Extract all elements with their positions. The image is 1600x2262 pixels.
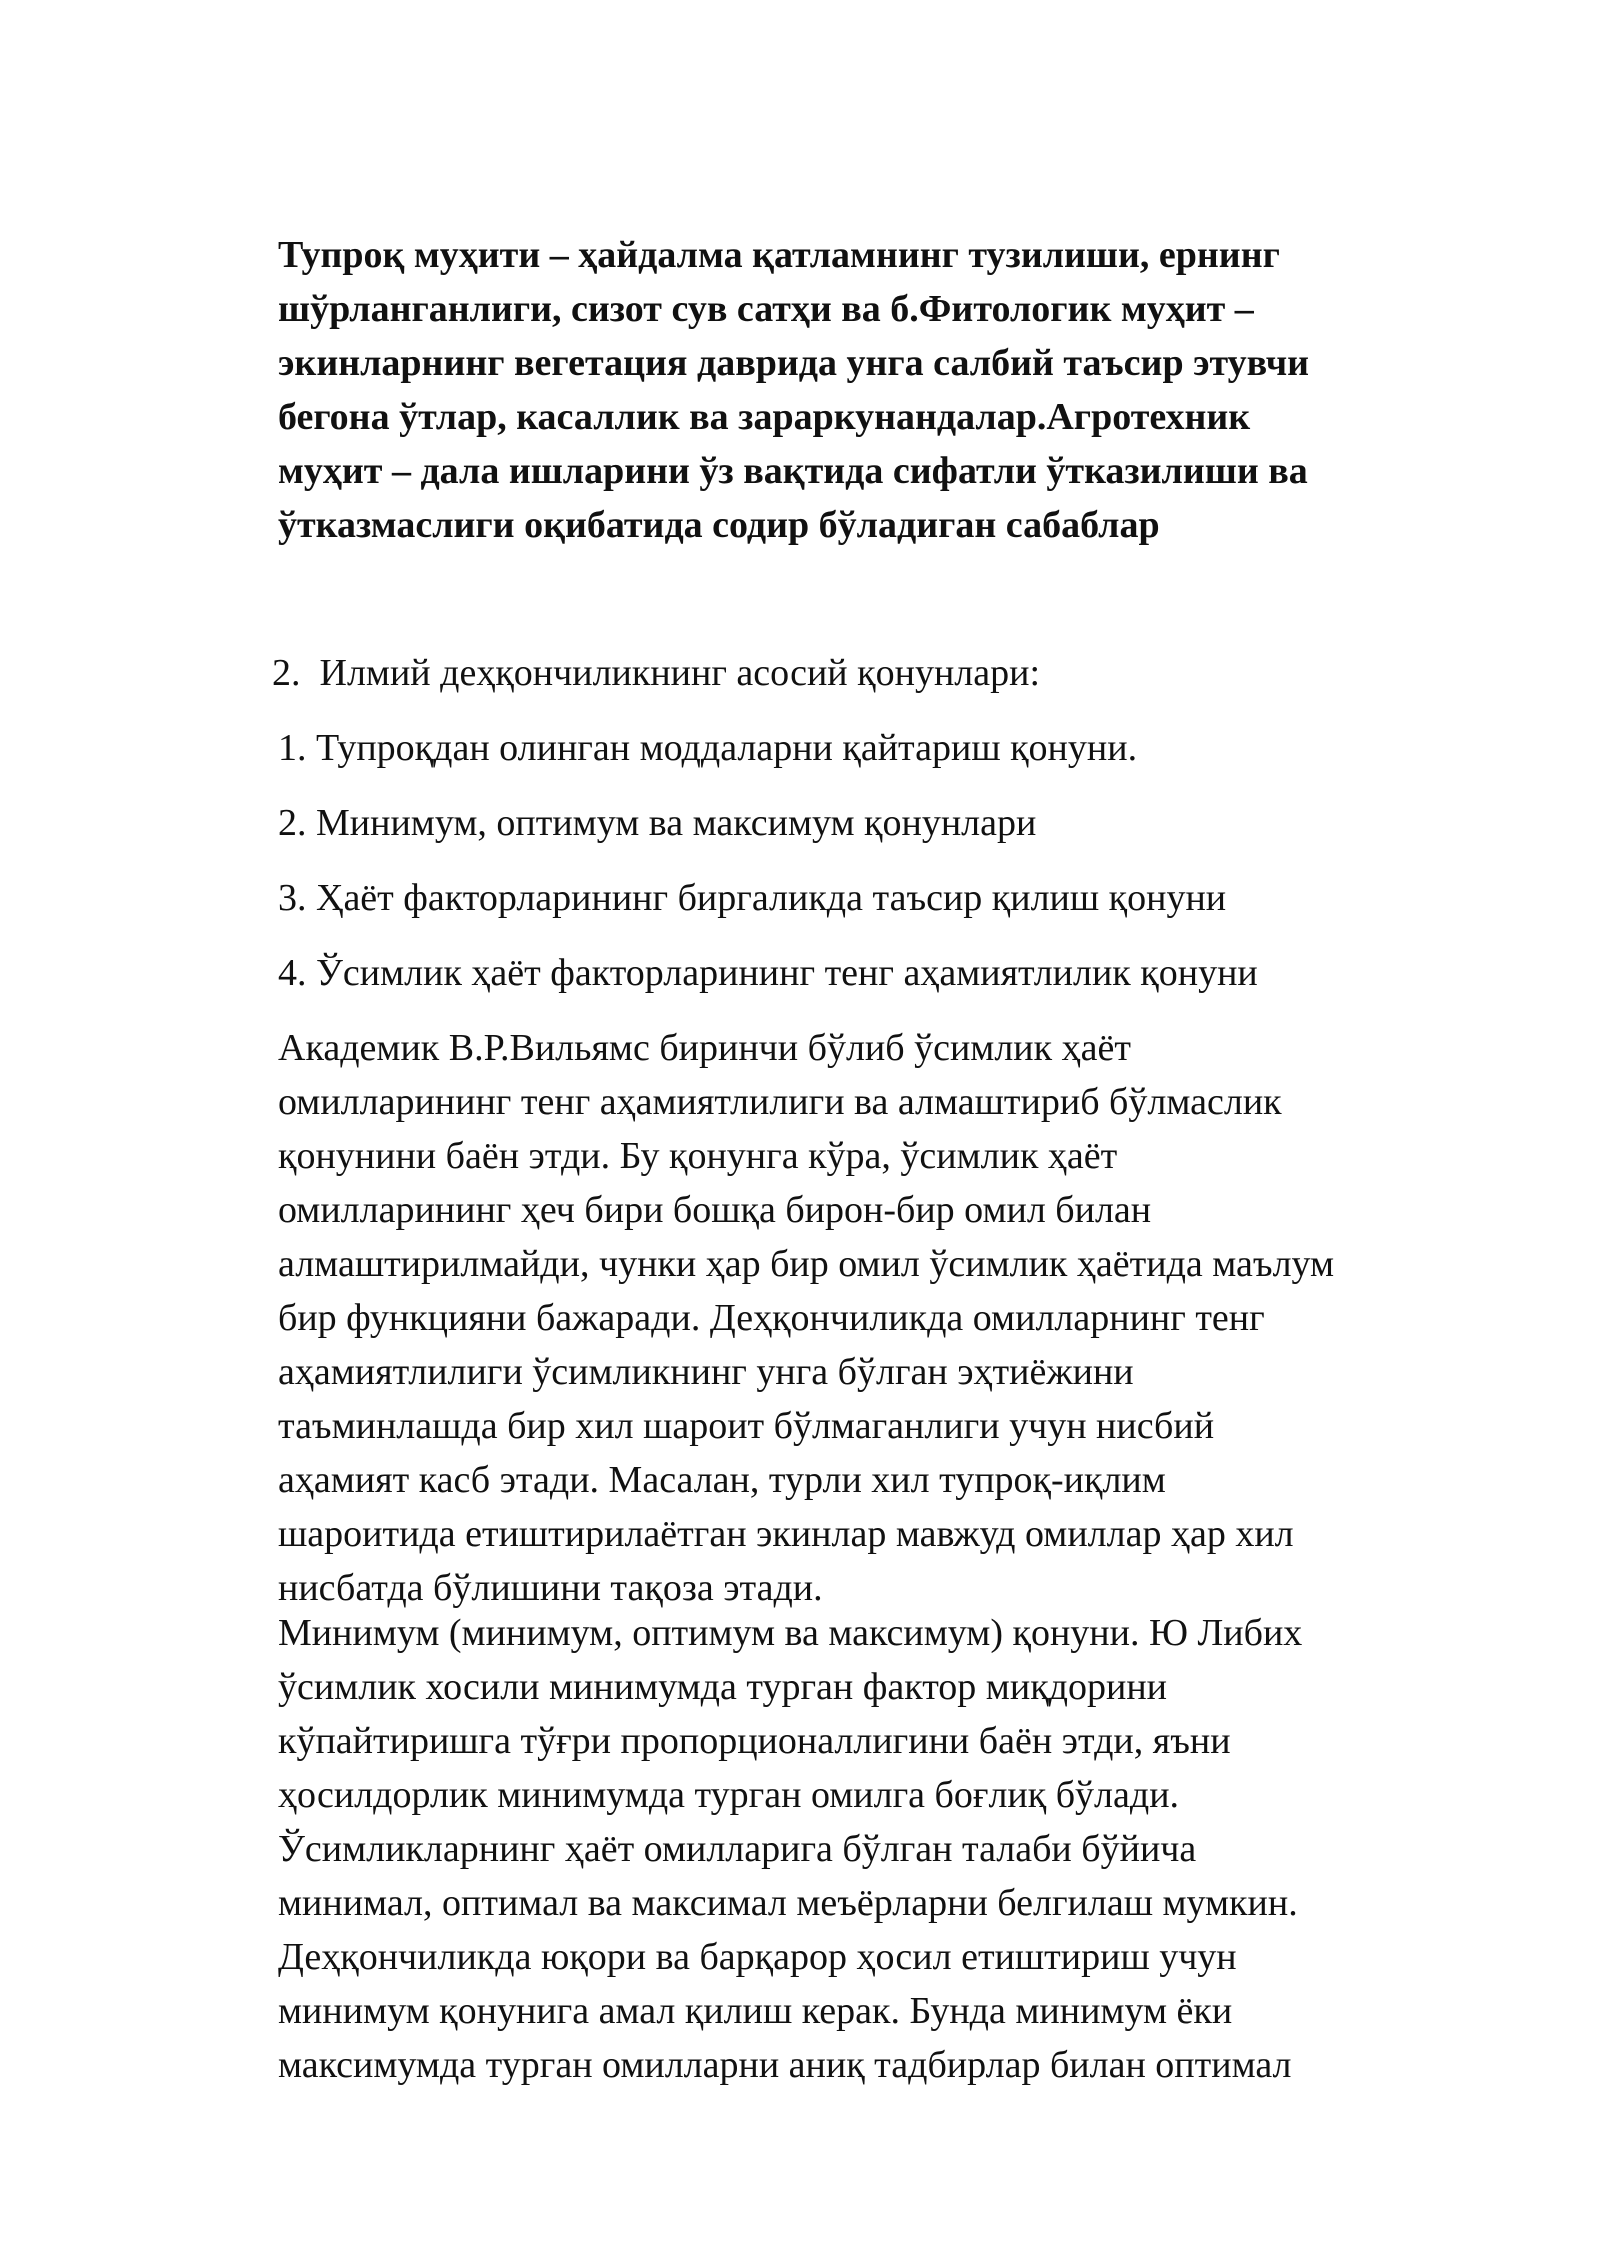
document-page: [272, 228, 1508, 2086]
bold-paragraph-line: муҳит – дала ишларини ўз вақтида сифатли ўтказилиши ва: [278, 450, 1308, 492]
paragraph-line: Минимум (минимум, оптимум ва максимум) қонуни. Ю Либих: [278, 1612, 1303, 1654]
numbered-heading-text: 2. Илмий деҳқончиликнинг асосий қонунлари:: [272, 652, 1040, 694]
numbered-heading: [272, 646, 1040, 700]
paragraph-line: бир функцияни бажаради. Деҳқончиликда омилларнинг тенг: [278, 1297, 1265, 1339]
paragraph-line: омилларининг ҳеч бири бошқа бирон-бир омил билан: [278, 1189, 1152, 1231]
paragraph-line: ўсимлик хосили минимумда турган фактор миқдорини: [278, 1666, 1167, 1708]
list-item: 3. Ҳаёт факторларининг биргаликда таъсир қилиш қонуни: [278, 877, 1227, 919]
list-item: 2. Минимум, оптимум ва максимум қонунлари: [278, 802, 1037, 844]
paragraph-minimum-law: [278, 1606, 1302, 2092]
paragraph-line: Ўсимликларнинг ҳаёт омилларига бўлган талаби бўйича: [278, 1828, 1197, 1870]
list-item: 4. Ўсимлик ҳаёт факторларининг тенг аҳамиятлилик қонуни: [278, 952, 1258, 994]
paragraph-line: аҳамият касб этади. Масалан, турли хил тупроқ-иқлим: [278, 1459, 1166, 1501]
paragraph-line: кўпайтиришга тўғри пропорционаллигини баён этди, яъни: [278, 1720, 1231, 1762]
paragraph-line: минимал, оптимал ва максимал меъёрларни белгилаш мумкин.: [278, 1882, 1298, 1924]
paragraph-line: аҳамиятлилиги ўсимликнинг унга бўлган эҳтиёжини: [278, 1351, 1134, 1393]
paragraph-line: минимум қонунига амал қилиш керак. Бунда минимум ёки: [278, 1990, 1233, 2032]
paragraph-line: омилларининг тенг аҳамиятлилиги ва алмаштириб бўлмаслик: [278, 1081, 1282, 1123]
paragraph-line: алмаштирилмайди, чунки ҳар бир омил ўсимлик ҳаётида маълум: [278, 1243, 1335, 1285]
paragraph-line: нисбатда бўлишини тақоза этади.: [278, 1567, 823, 1609]
paragraph-line: қонунини баён этди. Бу қонунга кўра, ўсимлик ҳаёт: [278, 1135, 1118, 1177]
laws-list: [278, 721, 1258, 1021]
bold-paragraph-line: ўтказмаслиги оқибатида содир бўладиган сабаблар: [278, 504, 1160, 546]
bold-paragraph-line: шўрланганлиги, сизот сув сатҳи ва б.Фитологик муҳит –: [278, 288, 1254, 330]
paragraph-line: ҳосилдорлик минимумда турган омилга боғлиқ бўлади.: [278, 1774, 1180, 1816]
paragraph-line: Академик В.Р.Вильямс биринчи бўлиб ўсимлик ҳаёт: [278, 1027, 1131, 1069]
bold-paragraph: [278, 228, 1508, 552]
bold-paragraph-line: Тупроқ муҳити – ҳайдалма қатламнинг тузилиши, ернинг: [278, 234, 1280, 276]
list-item: 1. Тупроқдан олинган моддаларни қайтариш қонуни.: [278, 727, 1138, 769]
paragraph-line: шароитида етиштирилаётган экинлар мавжуд омиллар ҳар хил: [278, 1513, 1294, 1555]
paragraph-williams: [278, 1021, 1334, 1615]
bold-paragraph-line: бегона ўтлар, касаллик ва зараркунандалар.Агротехник: [278, 396, 1251, 438]
paragraph-line: максимумда турган омилларни аниқ тадбирлар билан оптимал: [278, 2044, 1292, 2086]
bold-paragraph-line: экинларнинг вегетация даврида унга салбий таъсир этувчи: [278, 342, 1310, 384]
paragraph-line: Деҳқончиликда юқори ва барқарор ҳосил етиштириш учун: [278, 1936, 1237, 1978]
paragraph-line: таъминлашда бир хил шароит бўлмаганлиги учун нисбий: [278, 1405, 1215, 1447]
